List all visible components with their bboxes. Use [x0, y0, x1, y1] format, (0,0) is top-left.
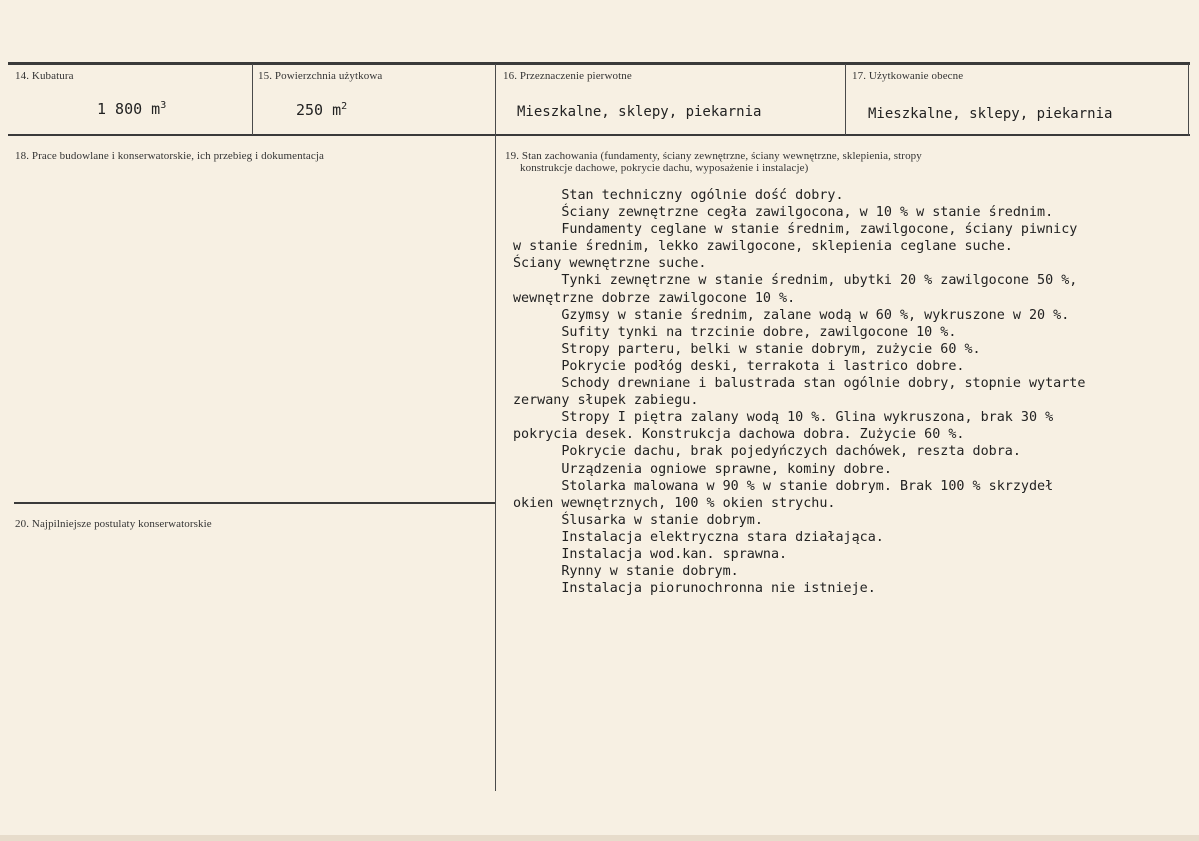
- description-line: Sufity tynki na trzcinie dobre, zawilgocone 10 %.: [513, 324, 957, 340]
- stan-label-line1: 19. Stan zachowania (fundamenty, ściany zewnętrzne, ściany wewnętrzne, sklepienia, stropy: [505, 150, 922, 162]
- powierzchnia-value: [296, 101, 347, 119]
- description-line: okien wewnętrznych, 100 % okien strychu.: [513, 495, 836, 511]
- stan-description: [513, 187, 1085, 597]
- description-line: zerwany słupek zabiegu.: [513, 393, 699, 409]
- description-line: wewnętrzne dobrze zawilgocone 10 %.: [513, 290, 796, 306]
- description-line: Gzymsy w stanie średnim, zalane wodą w 60 %, wykruszone w 20 %.: [513, 307, 1070, 323]
- description-line: Schody drewniane i balustrada stan ogólnie dobry, stopnie wytarte: [513, 376, 1086, 392]
- top-border: [8, 62, 1190, 65]
- description-line: Instalacja piorunochronna nie istnieje.: [513, 581, 876, 597]
- left-column-divider: [14, 502, 496, 504]
- description-line: Tynki zewnętrzne w stanie średnim, ubytki 20 % zawilgocone 50 %,: [513, 273, 1078, 289]
- stan-label-line2: konstrukcje dachowe, pokrycie dachu, wyposażenie i instalacje): [520, 162, 809, 174]
- postulaty-label: 20. Najpilniejsze postulaty konserwatorskie: [15, 518, 212, 530]
- col-divider-2: [495, 64, 496, 791]
- powierzchnia-exponent: 2: [341, 101, 348, 112]
- description-line: pokrycia desek. Konstrukcja dachowa dobra. Zużycie 60 %.: [513, 427, 965, 443]
- przeznaczenie-label: 16. Przeznaczenie pierwotne: [503, 70, 632, 82]
- description-line: w stanie średnim, lekko zawilgocone, sklepienia ceglane suche.: [513, 239, 1013, 255]
- page-bottom-edge: [0, 835, 1199, 841]
- description-line: Instalacja wod.kan. sprawna.: [513, 546, 788, 562]
- prace-label: 18. Prace budowlane i konserwatorskie, ich przebieg i dokumentacja: [15, 150, 324, 162]
- kubatura-number: 1 800 m: [97, 100, 161, 118]
- description-line: Pokrycie dachu, brak pojedyńczych dachówek, reszta dobra.: [513, 444, 1021, 460]
- przeznaczenie-value: Mieszkalne, sklepy, piekarnia: [517, 104, 762, 120]
- description-line: Rynny w stanie dobrym.: [513, 564, 739, 580]
- uzytkowanie-value: Mieszkalne, sklepy, piekarnia: [868, 106, 1113, 122]
- col-divider-3: [845, 64, 846, 135]
- description-line: Urządzenia ogniowe sprawne, kominy dobre.: [513, 461, 892, 477]
- description-line: Fundamenty ceglane w stanie średnim, zawilgocone, ściany piwnicy: [513, 222, 1078, 238]
- uzytkowanie-label: 17. Użytkowanie obecne: [852, 70, 964, 82]
- col-divider-1: [252, 64, 253, 135]
- description-line: Stropy parteru, belki w stanie dobrym, zużycie 60 %.: [513, 341, 981, 357]
- row-divider: [8, 134, 1190, 136]
- description-line: Ściany zewnętrzne cegła zawilgocona, w 10 % w stanie średnim.: [513, 205, 1054, 221]
- right-border: [1188, 64, 1189, 136]
- description-line: Stropy I piętra zalany wodą 10 %. Glina wykruszona, brak 30 %: [513, 410, 1054, 426]
- description-line: Ściany wewnętrzne suche.: [513, 256, 707, 272]
- description-line: Ślusarka w stanie dobrym.: [513, 512, 763, 528]
- powierzchnia-label: 15. Powierzchnia użytkowa: [258, 70, 383, 82]
- powierzchnia-number: 250 m: [296, 101, 342, 119]
- kubatura-label: 14. Kubatura: [15, 70, 74, 82]
- description-line: Pokrycie podłóg deski, terrakota i lastrico dobre.: [513, 358, 965, 374]
- description-line: Instalacja elektryczna stara działająca.: [513, 529, 884, 545]
- kubatura-exponent: 3: [160, 100, 167, 111]
- description-line: Stan techniczny ogólnie dość dobry.: [513, 188, 844, 203]
- description-line: Stolarka malowana w 90 % w stanie dobrym. Brak 100 % skrzydeł: [513, 478, 1054, 494]
- kubatura-value: [97, 100, 166, 118]
